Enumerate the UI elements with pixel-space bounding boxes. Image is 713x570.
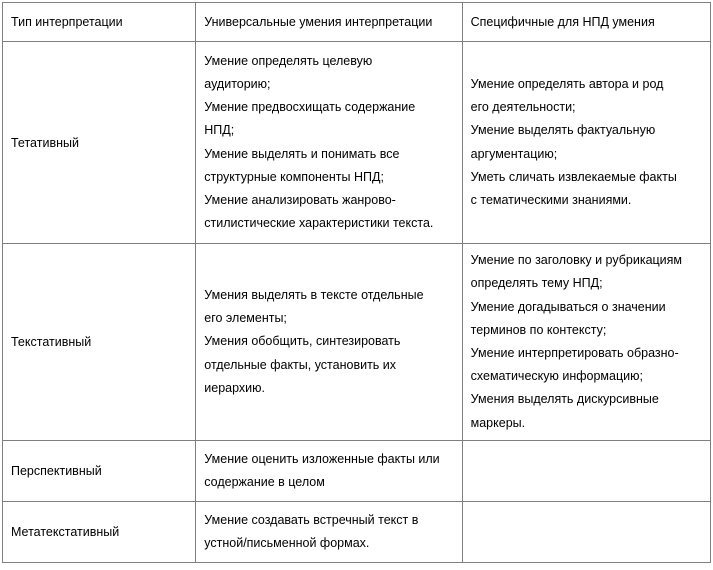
type-label: Метатекстативный <box>11 525 120 539</box>
specific-skills-text: Умение по заголовку и рубрикациям определять тему НПД; Умение догадываться о значении терминов по контексту; Умение интерпретировать образно- схематическую информацию; Умения выделять дискурсивные маркеры. <box>470 253 683 430</box>
header-specific: Специфичные для НПД умения <box>462 3 710 42</box>
universal-skills-text: Умение создавать встречный текст в устной/письменной формах. <box>204 512 419 550</box>
specific-cell <box>462 244 710 441</box>
universal-skills-text: Умение оценить изложенные факты или содержание в целом <box>204 451 440 489</box>
universal-skills-text: Умение определять целевую аудиторию; Умение предвосхищать содержание НПД; Умение выделять и понимать все структурные компоненты НПД; Умение анализировать жанрово- стилистические характеристики текста. <box>204 53 434 231</box>
universal-cell <box>196 441 462 502</box>
universal-cell <box>196 244 462 441</box>
type-label: Перспективный <box>11 464 102 478</box>
type-cell <box>3 42 196 244</box>
type-label: Тетативный <box>11 135 79 150</box>
universal-skills-text: Умения выделять в тексте отдельные его элементы; Умения обобщить, синтезировать отдельные факты, установить их иерархию. <box>204 287 424 395</box>
type-cell <box>3 244 196 441</box>
table-row <box>3 502 711 563</box>
specific-skills-text: Умение определять автора и род его деятельности; Умение выделять фактуальную аргументацию; Уметь сличать извлекаемые факты с тематическими знаниями. <box>470 76 677 207</box>
header-universal: Универсальные умения интерпретации <box>196 3 462 42</box>
specific-cell <box>462 502 710 563</box>
header-type: Тип интерпретации <box>3 3 196 42</box>
interpretation-skills-table <box>2 2 711 563</box>
table-header-row <box>3 3 711 42</box>
specific-cell <box>462 441 710 502</box>
table-row <box>3 42 711 244</box>
type-cell <box>3 502 196 563</box>
table-row <box>3 244 711 441</box>
universal-cell <box>196 42 462 244</box>
type-cell <box>3 441 196 502</box>
type-label: Текстативный <box>11 335 92 349</box>
specific-cell <box>462 42 710 244</box>
table-row <box>3 441 711 502</box>
universal-cell <box>196 502 462 563</box>
